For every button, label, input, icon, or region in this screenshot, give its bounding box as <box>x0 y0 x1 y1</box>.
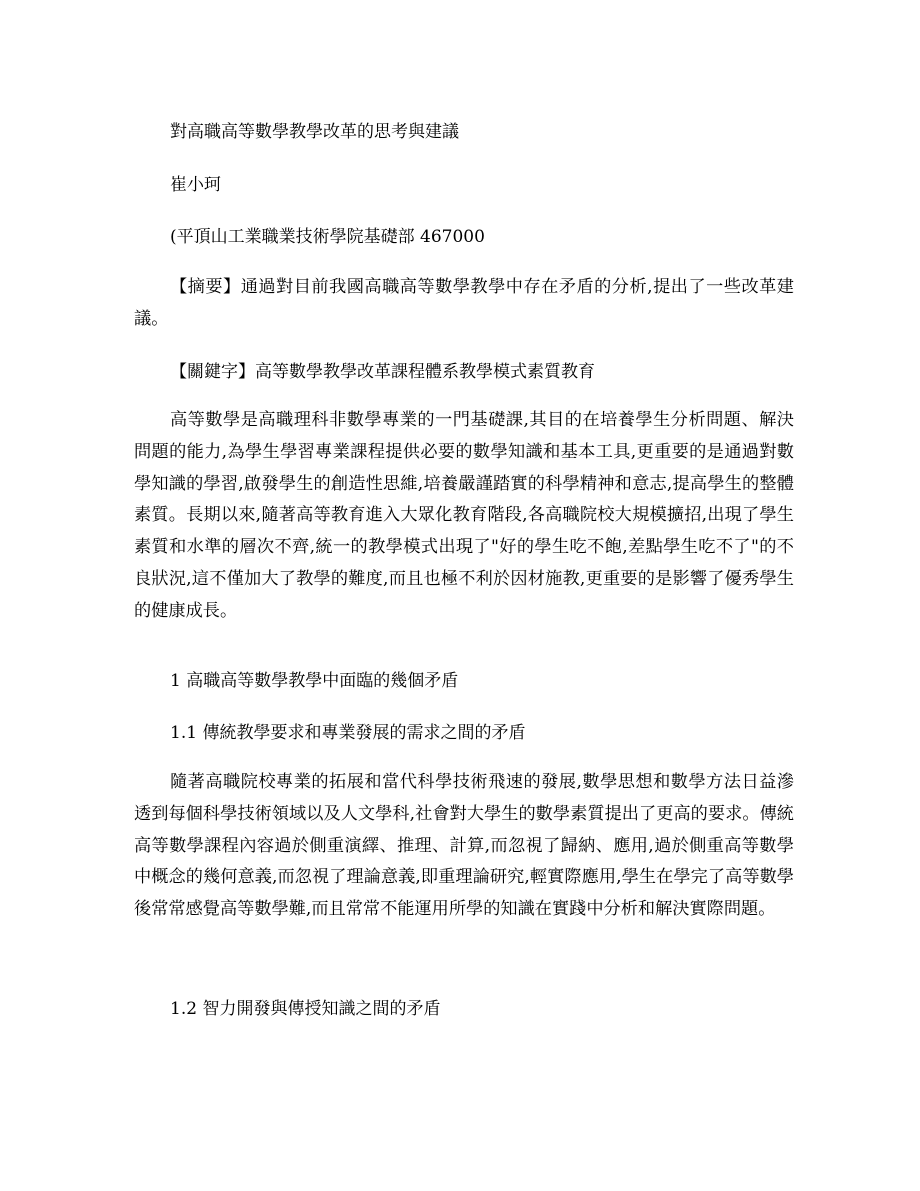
affiliation: (平頂山工業職業技術學院基礎部 467000 <box>170 227 485 247</box>
intro-paragraph: 高等數學是高職理科非數學專業的一門基礎課,其目的在培養學生分析問題、解決問題的能力,為學生學習專業課程提供必要的數學知識和基本工具,更重要的是通過對數學知識的學習,啟發學生的創造性思維,培養嚴謹踏實的科學精神和意志,提高學生的整體素質。長期以來,隨著高等教育進入大眾化教育階段,各高職院校大規模擴招,出現了學生素質和水準的層次不齊,統一的教學模式出現了"好的學生吃不飽,差點學生吃不了"的不良狀況,這不僅加大了教學的難度,而且也極不利於因材施教,更重要的是影響了優秀學生的健康成長。 <box>134 410 794 621</box>
section-1-heading: 1 高職高等數學教學中面臨的幾個矛盾 <box>170 671 459 691</box>
abstract-paragraph: 【摘要】通過對目前我國高職高等數學教學中存在矛盾的分析,提出了一些改革建議。 <box>134 277 794 329</box>
section-1-1-paragraph: 隨著高職院校專業的拓展和當代科學技術飛速的發展,數學思想和數學方法日益滲透到每個科學技術領域以及人文學科,社會對大學生的數學素質提出了更高的要求。傳統高等數學課程內容過於側重演繹、推理、計算,而忽視了歸納、應用,過於側重高等數學中概念的幾何意義,而忽視了理論意義,即重理論研究,輕實際應用,學生在學完了高等數學後常常感覺高等數學難,而且常常不能運用所學的知識在實踐中分析和解決實際問題。 <box>134 772 794 920</box>
author-name: 崔小珂 <box>170 175 221 195</box>
keywords-line: 【關鍵字】高等數學教學改革課程體系教學模式素質教育 <box>170 362 595 382</box>
section-1-2-heading: 1.2 智力開發與傳授知識之間的矛盾 <box>170 999 441 1019</box>
section-1-1-heading: 1.1 傳統教學要求和專業發展的需求之間的矛盾 <box>170 723 526 743</box>
paper-title: 對高職高等數學教學改革的思考與建議 <box>170 122 459 142</box>
